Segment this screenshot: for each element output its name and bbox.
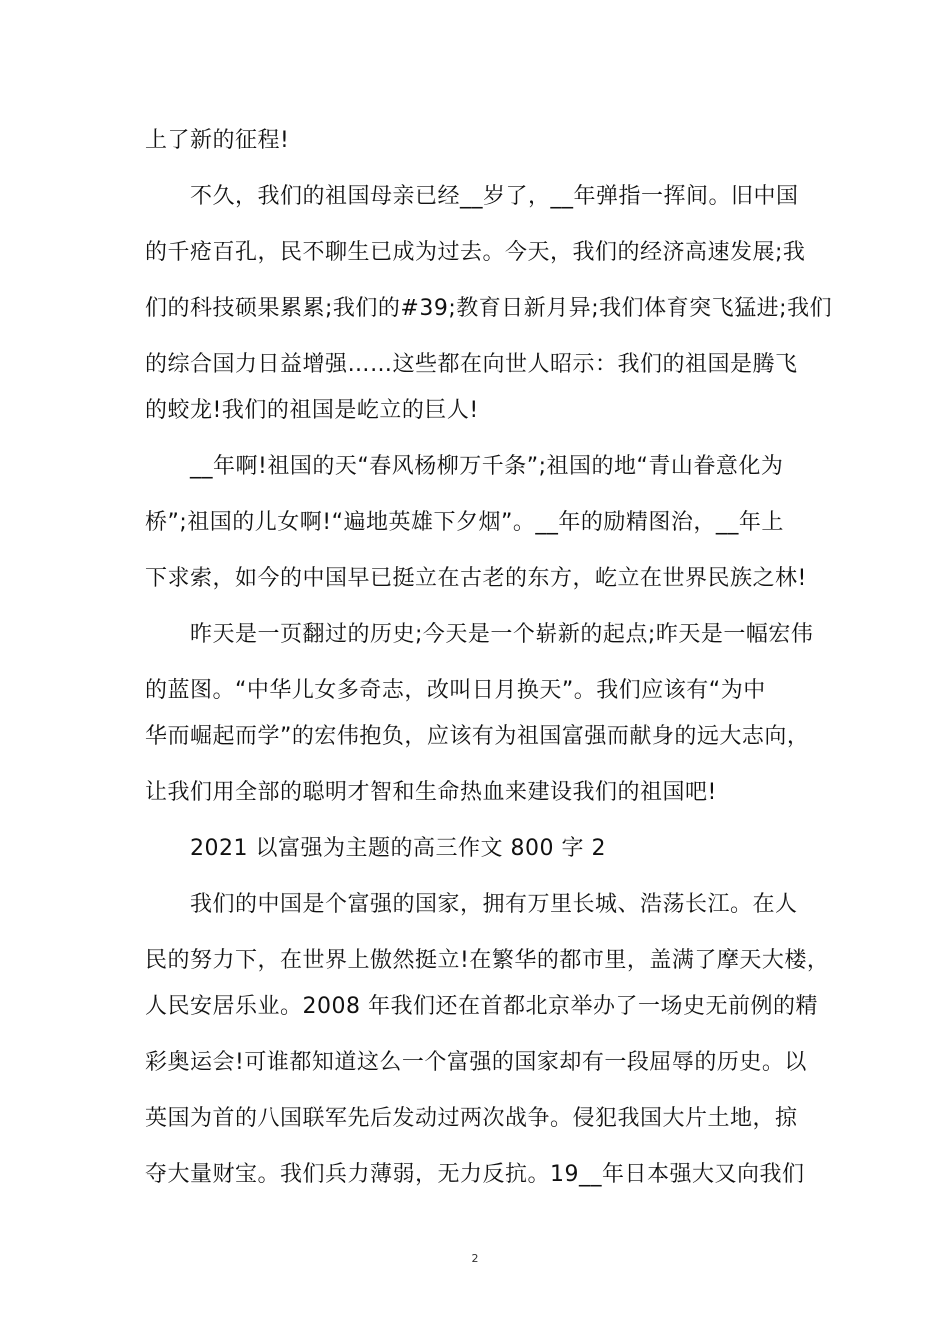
text-line: 华而崛起而学”的宏伟抱负，应该有为祖国富强而献身的远大志向， — [145, 724, 810, 749]
text-line: 我们的中国是个富强的国家，拥有万里长城、浩荡长江。在人 — [190, 892, 798, 917]
text-line: 让我们用全部的聪明才智和生命热血来建设我们的祖国吧! — [145, 780, 717, 805]
text-line: 民的努力下，在世界上傲然挺立!在繁华的都市里，盖满了摩天大楼， — [145, 948, 830, 973]
text-line: __年啊!祖国的天“春风杨柳万千条”;祖国的地“青山眷意化为 — [190, 454, 784, 479]
text-line: 夺大量财宝。我们兵力薄弱，无力反抗。19__年日本强大又向我们 — [145, 1162, 805, 1187]
text-line: 的蛟龙!我们的祖国是屹立的巨人! — [145, 398, 479, 423]
section-heading: 2021 以富强为主题的高三作文 800 字 2 — [190, 836, 606, 861]
text-line: 上了新的征程! — [145, 128, 290, 153]
text-line: 英国为首的八国联军先后发动过两次战争。侵犯我国大片土地，掠 — [145, 1106, 798, 1131]
text-line: 人民安居乐业。2008 年我们还在首都北京举办了一场史无前例的精 — [145, 994, 818, 1019]
text-line: 彩奥运会!可谁都知道这么一个富强的国家却有一段屈辱的历史。以 — [145, 1050, 807, 1075]
text-line: 的综合国力日益增强……这些都在向世人昭示：我们的祖国是腾飞 — [145, 352, 798, 377]
text-line: 桥”;祖国的儿女啊!“遍地英雄下夕烟”。__年的励精图治，__年上 — [145, 510, 784, 535]
text-line: 的千疮百孔，民不聊生已成为过去。今天，我们的经济高速发展;我 — [145, 240, 806, 265]
page-number: 2 — [471, 1252, 479, 1265]
text-line: 的蓝图。“中华儿女多奇志，改叫日月换天”。我们应该有“为中 — [145, 678, 766, 703]
text-line: 们的科技硕果累累;我们的#39;教育日新月异;我们体育突飞猛进;我们 — [145, 296, 833, 321]
text-line: 下求索，如今的中国早已挺立在古老的东方，屹立在世界民族之林! — [145, 566, 807, 591]
text-line: 昨天是一页翻过的历史;今天是一个崭新的起点;昨天是一幅宏伟 — [190, 622, 814, 647]
text-line: 不久，我们的祖国母亲已经__岁了，__年弹指一挥间。旧中国 — [190, 184, 799, 209]
